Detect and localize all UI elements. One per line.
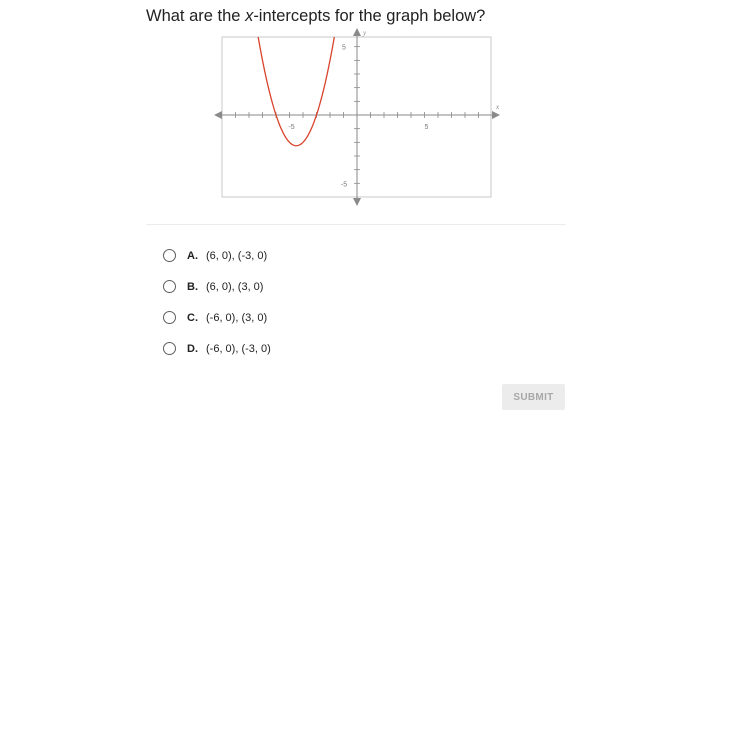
radio-button-c[interactable] — [163, 311, 176, 324]
choice-letter-b: B. — [187, 280, 198, 293]
choice-letter-a: A. — [187, 249, 198, 262]
choice-letter-c: C. — [187, 311, 198, 324]
x-axis-label: x — [496, 103, 500, 111]
radio-button-b[interactable] — [163, 280, 176, 293]
submit-button[interactable]: SUBMIT — [502, 384, 565, 410]
y-tick-label: -5 — [340, 181, 348, 189]
answer-choices — [163, 240, 271, 364]
choice-d[interactable] — [163, 333, 271, 364]
choice-a[interactable] — [163, 240, 271, 271]
x-axis-right-arrow — [492, 111, 500, 119]
y-axis-up-arrow — [353, 28, 361, 36]
section-divider — [146, 224, 566, 225]
y-axis-label: y — [363, 29, 367, 37]
choice-b[interactable] — [163, 271, 271, 302]
choice-letter-d: D. — [187, 342, 198, 355]
choice-text-d: (-6, 0), (-3, 0) — [206, 342, 271, 355]
choice-text-a: (6, 0), (-3, 0) — [206, 249, 268, 262]
question-text — [146, 7, 485, 26]
y-axis-down-arrow — [353, 198, 361, 206]
radio-button-a[interactable] — [163, 249, 176, 262]
parabola-graph — [210, 26, 505, 208]
choice-text-c: (-6, 0), (3, 0) — [206, 311, 268, 324]
choice-text-b: (6, 0), (3, 0) — [206, 280, 264, 293]
x-tick-label: 5 — [424, 124, 429, 131]
question-suffix: -intercepts for the graph below? — [253, 7, 486, 25]
graph-canvas — [210, 26, 505, 208]
choice-c[interactable] — [163, 302, 271, 333]
x-tick-label: -5 — [288, 124, 295, 131]
question-prefix: What are the — [146, 7, 246, 25]
x-axis-left-arrow — [214, 111, 222, 119]
radio-button-d[interactable] — [163, 342, 176, 355]
y-tick-label: 5 — [342, 44, 346, 52]
question-variable: x — [245, 7, 254, 25]
